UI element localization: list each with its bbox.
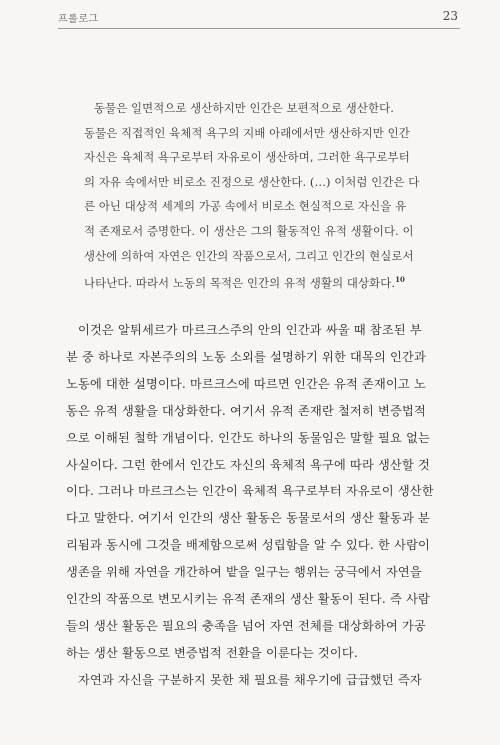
quote-line: 적 존재로서 증명한다. 이 생산은 그의 활동적인 유적 생활이다. 이 [84,223,414,238]
quote-line: 자신은 육체적 욕구로부터 자유로이 생산하며, 그러한 욕구로부터 [84,150,410,165]
quote-line: 동물은 직접적인 육체적 욕구의 지배 아래에서만 생산하지만 인간 [84,125,410,140]
page-number: 23 [442,9,458,23]
quote-line-last [84,268,434,295]
body-line: 이것은 알튀세르가 마르크스주의 안의 인간과 싸울 때 참조된 부 [78,323,422,337]
block-quote [84,96,434,296]
body-line: 생존을 위해 자연을 개간하여 밭을 일구는 행위는 궁극에서 자연을 [66,565,422,580]
body-line: 하는 생산 활동으로 변증법적 전환을 이룬다는 것이다. [66,645,358,660]
body-line: 인간의 작품으로 변모시키는 유적 존재의 생산 활동이 된다. 즉 사람 [66,592,431,607]
quote-line: 생산에 의하여 자연은 인간의 작품으로서, 그리고 인간의 현실로서 [84,248,414,263]
body-line: 리됨과 동시에 그것을 배제함으로써 성립함을 알 수 있다. 한 사람이 [66,538,431,553]
body-line: 분 중 하나로 자본주의의 노동 소외를 설명하기 위한 대목의 인간과 [66,349,426,364]
body-line: 으로 이해된 철학 개념이다. 인간도 하나의 동물임은 말할 필요 없는 [66,430,431,445]
running-head: 프롤로그 [58,14,99,25]
quote-line: 의 자유 속에서만 비로소 진정으로 생산한다. (…) 이처럼 인간은 다 [84,174,420,189]
body-line: 이다. 그러나 마르크스는 인간이 육체적 욕구로부터 자유로이 생산한 [66,484,434,499]
quote-line: 동물은 일면적으로 생산하지만 인간은 보편적으로 생산한다. [94,101,394,115]
body-text [66,317,438,694]
body-line: 다고 말한다. 여기서 인간의 생산 활동은 동물로서의 생산 활동과 분 [66,511,431,526]
footnote-reference[interactable]: 10 [395,275,406,285]
body-line: 사실이다. 그런 한에서 인간도 자신의 육체적 욕구에 따라 생산할 것 [66,457,431,472]
body-line: 동은 유적 생활을 대상화한다. 여기서 유적 존재란 철저히 변증법적 [66,403,426,418]
body-line: 들의 생산 활동은 필요의 충족을 넘어 자연 전체를 대상화하여 가공 [66,618,426,633]
quote-line: 른 아닌 대상적 세계의 가공 속에서 비로소 현실적으로 자신을 유 [84,199,407,214]
body-line: 노동에 대한 설명이다. 마르크스에 따르면 인간은 유적 존재이고 노 [66,376,426,391]
body-line: 자연과 자신을 구분하지 못한 채 필요를 채우기에 급급했던 즉자 [78,672,422,687]
header-rule [58,28,460,29]
quote-last-text: 나타난다. 따라서 노동의 목적은 인간의 유적 생활의 대상화다. [84,275,396,290]
